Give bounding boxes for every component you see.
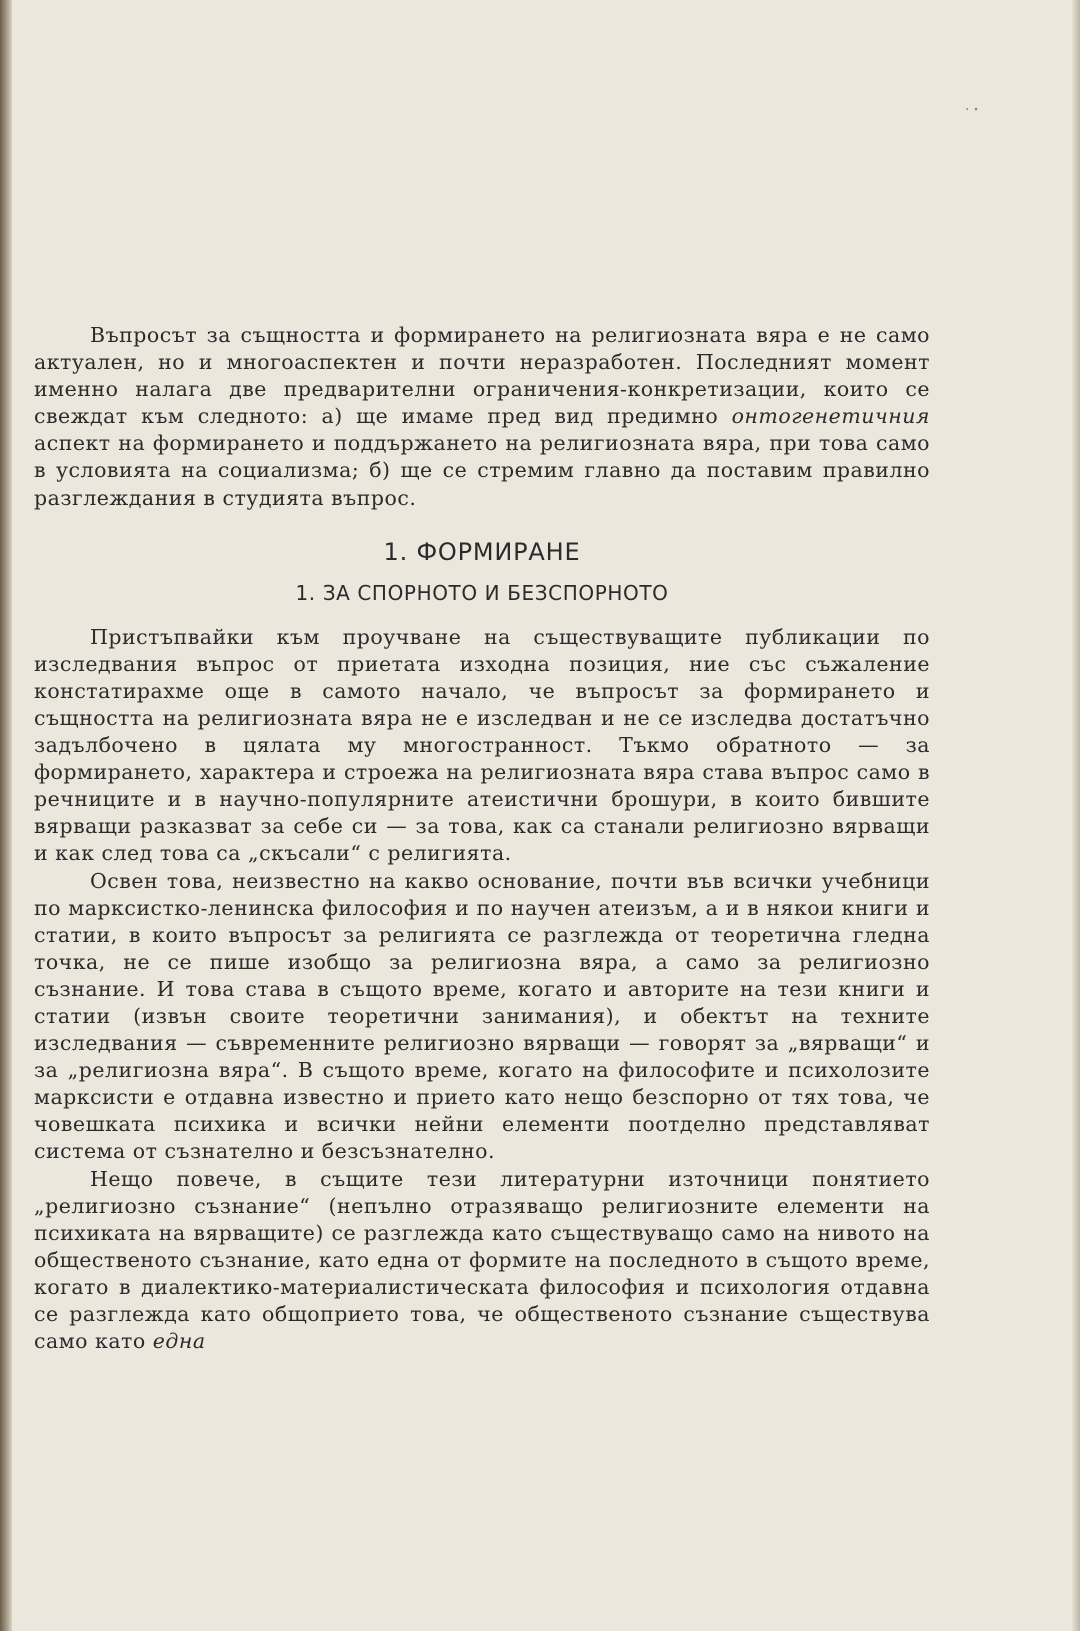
paragraph [34,1166,930,1356]
page-binding-edge [0,0,12,1631]
page-right-edge [1072,0,1080,1631]
paper-speck-mark: · ꞏ [965,102,979,118]
body-section [34,624,930,1356]
text-block [34,322,930,1355]
paragraph-emphasis: онтогенетичния [731,404,930,429]
section-heading: 1. ЗА СПОРНОТО И БЕЗСПОРНОТО [295,580,669,605]
intro-section [34,322,930,512]
chapter-heading: 1. ФОРМИРАНЕ [383,537,581,566]
paragraph-text: Освен това, неизвестно на какво основание, почти във всички учебници по марксистко-ленинска философия и по научен атеизъм, а и в някои книги и статии, в които въпросът за религията се разглежда от теоретична гледна точка, не се пише изобщо за религиозна вяра, а само за религиозно съзнание. И това става в същото време, когато и авторите на тези книги и статии (извън своите теоретични занимания), и обектът на техните изследвания — съвременните религиозно вярващи — говорят за „вярващи“ и за „религиозна вяра“. В същото време, когато на философите и психолозите марксисти е отдавна известно и прието като нещо безспорно от тях това, че човешката психика и всички нейни елементи поотделно представляват система от съзнателно и безсъзнателно. [34,868,930,1164]
paragraph [34,624,930,868]
paragraph-text: Нещо повече, в същите тези литературни източници понятието „религиозно съзнание“ (непълно отразяващо религиозните елементи на психиката на вярващите) се разглежда като съществуващо само на нивото на общественото съзнание, като една от формите на последното в същото време, когато в диалектико-материалистическата философия и психология отдавна се разглежда като общоприето това, че общественото съзнание съществува само като [34,1166,930,1354]
paragraph-text: аспект на формирането и поддържането на религиозната вяра, при това само в условията на социализма; б) ще се стремим главно да поставим правилно разглеждания в студията въпрос. [34,431,930,510]
paragraph-text: Въпросът за същността и формирането на религиозната вяра е не само актуален, но и многоаспектен и почти неразработен. Последният момент именно налага две предварителни ограничения-конкретизации, които се свеждат към следното: а) ще имаме пред вид предимно [34,323,930,429]
paragraph [34,322,930,512]
paragraph-text: Пристъпвайки към проучване на съществуващите публикации по изследвания въпрос от приетата изходна позиция, ние със съжаление констатирахме още в самото начало, че въпросът за формирането и същността на религиозната вяра не е изследван и не се изследва достатъчно задълбочено в цялата му многостранност. Тъкмо обратното — за формирането, характера и строежа на религиозната вяра става въпрос само в речниците и в научно-популярните атеистични брошури, в които бившите вярващи разказват за себе си — за това, как са станали религиозно вярващи и как след това са „скъсали“ с религията. [34,624,930,866]
paragraph [34,868,930,1166]
paragraph-emphasis: една [152,1329,206,1354]
